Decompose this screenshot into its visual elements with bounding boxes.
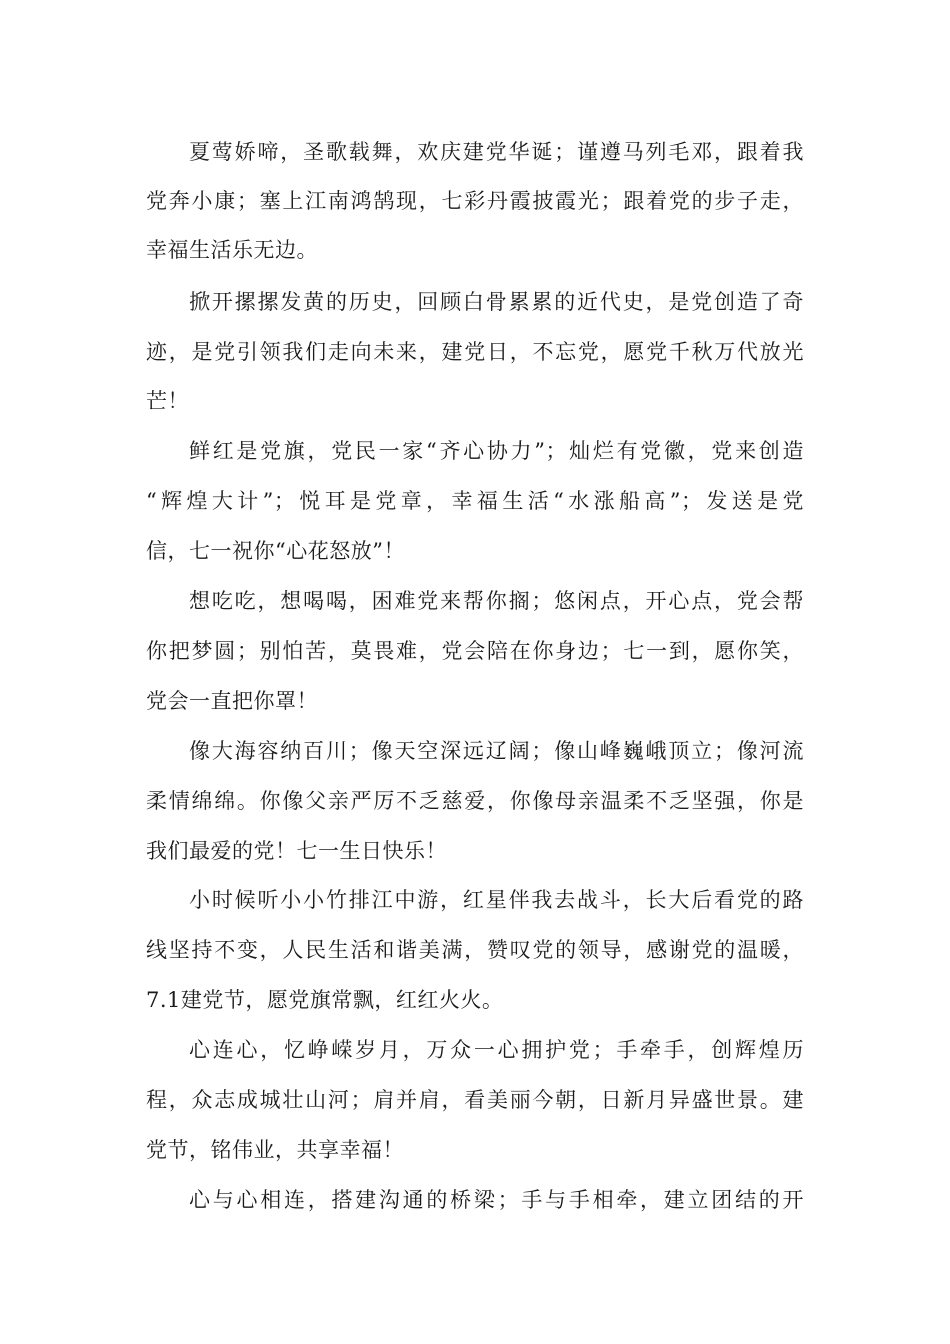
paragraph-6-line-3: 7.1建党节，愿党旗常飘，红红火火。 xyxy=(146,988,504,1012)
paragraph-7-line-2: 程，众志成城壮山河；肩并肩，看美丽今朝，日新月异盛世景。建 xyxy=(146,1088,804,1112)
paragraph-2-line-3: 芒！ xyxy=(146,389,189,413)
paragraph-3-line-1: 鲜红是党旗，党民一家“齐心协力”；灿烂有党徽，党来创造 xyxy=(189,439,804,463)
paragraph-6-line-2: 线坚持不变，人民生活和谐美满，赞叹党的领导，感谢党的温暖， xyxy=(146,938,804,962)
paragraph-5-line-2: 柔情绵绵。你像父亲严厉不乏慈爱，你像母亲温柔不乏坚强，你是 xyxy=(146,789,804,813)
paragraph-7-line-3: 党节，铭伟业，共享幸福！ xyxy=(146,1138,404,1162)
paragraph-3-line-3: 信，七一祝你“心花怒放”！ xyxy=(146,539,405,563)
paragraph-1-line-2: 党奔小康；塞上江南鸿鹄现，七彩丹霞披霞光；跟着党的步子走， xyxy=(146,189,804,213)
paragraph-3-line-2: “辉煌大计”；悦耳是党章，幸福生活“水涨船高”；发送是党 xyxy=(146,489,804,513)
paragraph-2-line-1: 掀开摞摞发黄的历史，回顾白骨累累的近代史，是党创造了奇 xyxy=(189,290,804,314)
paragraph-8-line-1: 心与心相连，搭建沟通的桥梁；手与手相牵，建立团结的开 xyxy=(189,1188,804,1212)
paragraph-1-line-3: 幸福生活乐无边。 xyxy=(146,238,318,262)
paragraph-7-line-1: 心连心，忆峥嵘岁月，万众一心拥护党；手牵手，创辉煌历 xyxy=(189,1038,804,1062)
paragraph-4-line-1: 想吃吃，想喝喝，困难党来帮你搁；悠闲点，开心点，党会帮 xyxy=(189,589,804,613)
paragraph-1-line-1: 夏莺娇啼，圣歌载舞，欢庆建党华诞；谨遵马列毛邓，跟着我 xyxy=(189,140,804,164)
paragraph-2-line-2: 迹，是党引领我们走向未来，建党日，不忘党，愿党千秋万代放光 xyxy=(146,340,804,364)
paragraph-6-line-1: 小时候听小小竹排江中游，红星伴我去战斗，长大后看党的路 xyxy=(189,888,804,912)
paragraph-4-line-2: 你把梦圆；别怕苦，莫畏难，党会陪在你身边；七一到，愿你笑， xyxy=(146,639,804,663)
paragraph-5-line-1: 像大海容纳百川；像天空深远辽阔；像山峰巍峨顶立；像河流 xyxy=(189,739,804,763)
paragraph-4-line-3: 党会一直把你罩！ xyxy=(146,689,318,713)
paragraph-5-line-3: 我们最爱的党！七一生日快乐！ xyxy=(146,839,447,863)
